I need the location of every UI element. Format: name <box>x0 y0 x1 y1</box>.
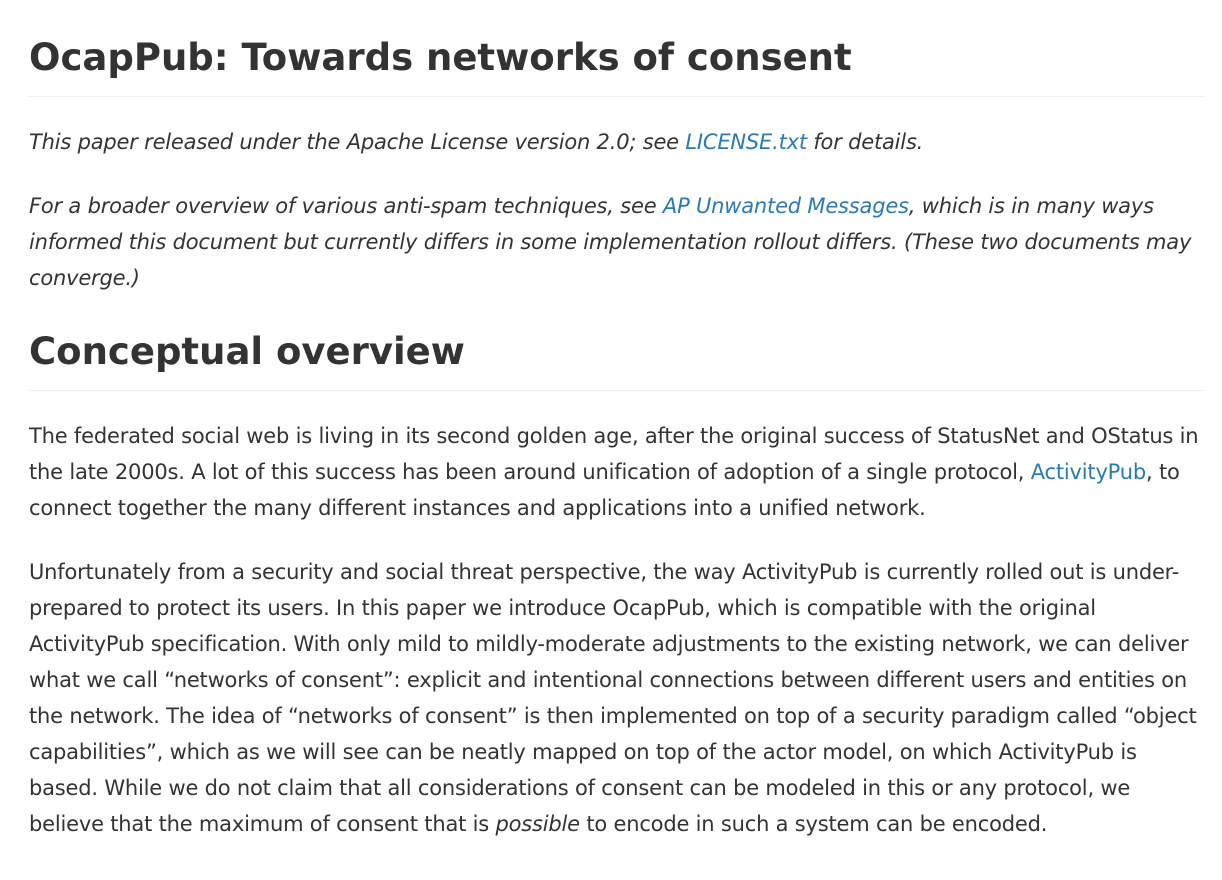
overview-note-suffix: , which is in many ways informed this document but currently differs in some implementation rollout differs. (These two documents may converge.) <box>29 194 1192 290</box>
body-paragraph-1 <box>29 418 1205 526</box>
activitypub-link[interactable]: ActivityPub <box>1030 460 1147 484</box>
ap-unwanted-messages-link[interactable]: AP Unwanted Messages <box>662 194 909 218</box>
emphasis-possible: possible <box>495 812 580 836</box>
paragraph-2-text: Unfortunately from a security and social threat perspective, the way ActivityPub is currently rolled out is under-prepared to protect its users. In this paper we introduce OcapPub, which is compatible with the original ActivityPub specification. With only mild to mildly-moderate adjustments to the existing network, we can deliver what we call “networks of consent”: explicit and intentional connections between different users and entities on the network. The idea of “networks of consent” is then implemented on top of a security paradigm called “object capabilities”, which as we will see can be neatly mapped on top of the actor model, on which ActivityPub is based. While we do not claim that all considerations of consent can be modeled in this or any protocol, we believe that the maximum of consent that is <box>29 560 1197 836</box>
license-note-suffix: for details. <box>806 130 924 154</box>
license-note-text: This paper released under the Apache License version 2.0; see <box>29 130 686 154</box>
overview-note <box>29 188 1205 296</box>
license-note <box>29 124 1205 160</box>
page-title: OcapPub: Towards networks of consent <box>29 0 1205 97</box>
overview-note-text: For a broader overview of various anti-spam techniques, see <box>29 194 663 218</box>
paragraph-1-text: The federated social web is living in its second golden age, after the original success of StatusNet and OStatus in the late 2000s. A lot of this success has been around unification of adoption of a single protocol, <box>29 424 1199 484</box>
body-paragraph-2 <box>29 554 1205 842</box>
paragraph-1-suffix: , to connect together the many different instances and applications into a unified network. <box>29 460 1180 520</box>
section-heading: Conceptual overview <box>29 328 1205 391</box>
paragraph-2-suffix: to encode in such a system can be encoded. <box>579 812 1048 836</box>
license-link[interactable]: LICENSE.txt <box>685 130 807 154</box>
